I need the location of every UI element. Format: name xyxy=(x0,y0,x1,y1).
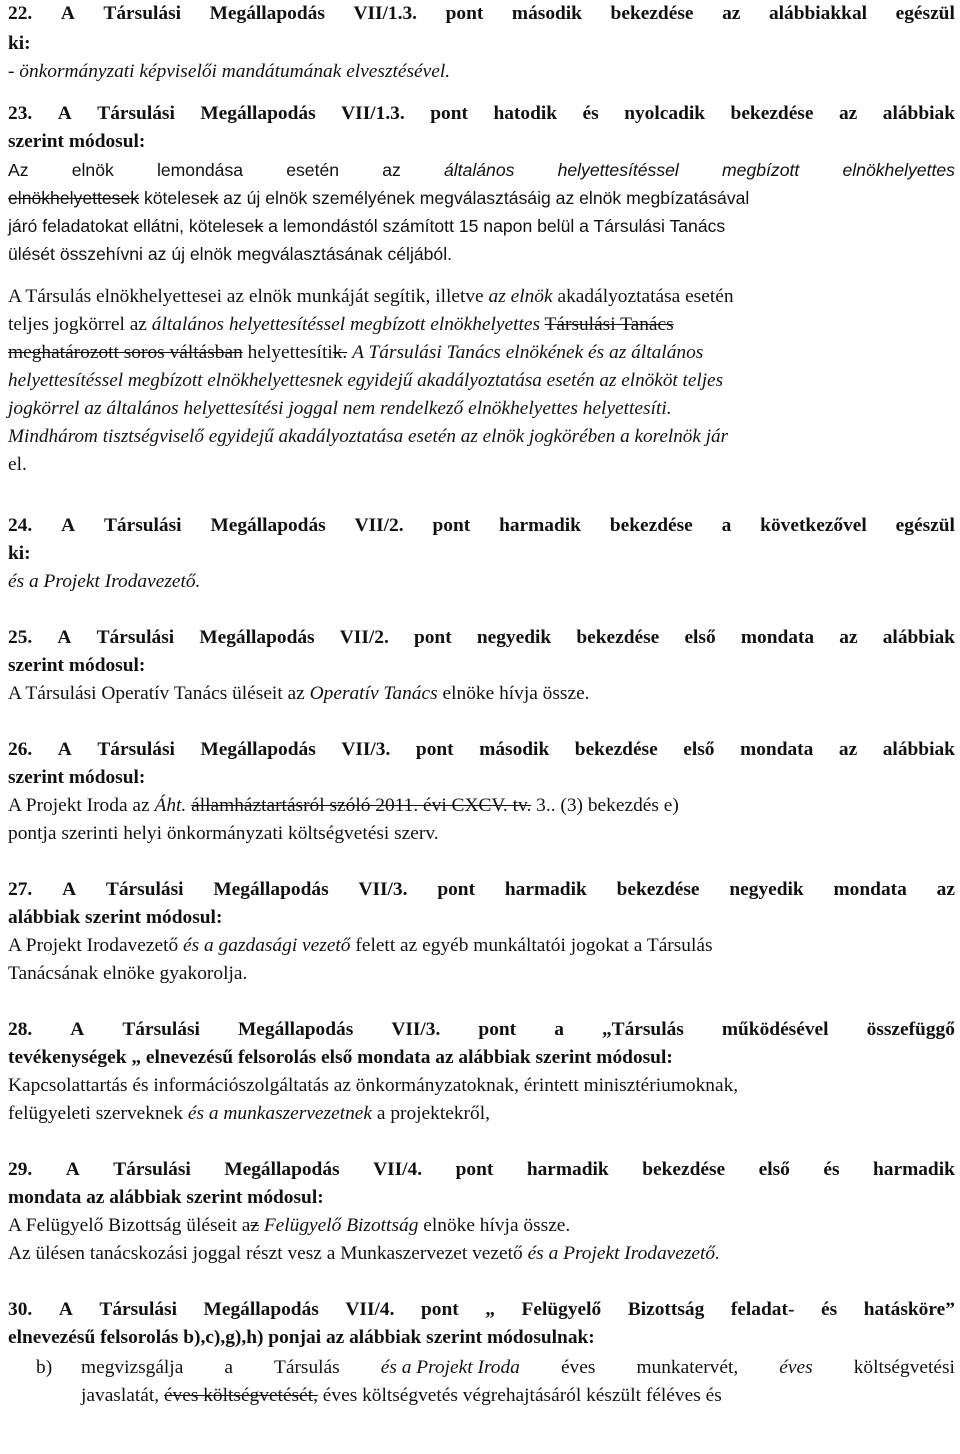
heading-word: mondata xyxy=(740,627,815,648)
heading-word: harmadik xyxy=(499,515,581,536)
heading-word: pont xyxy=(478,1019,517,1040)
heading-word: pont xyxy=(437,879,476,900)
heading-word: Társulási xyxy=(99,1299,177,1320)
heading-word: alábbiakkal xyxy=(768,3,868,24)
italic-text: A Társulási Tanács elnökének és az általános xyxy=(352,342,704,363)
italic-text: Operatív Tanács xyxy=(309,683,438,704)
heading-word: Társulási xyxy=(105,879,184,900)
heading-word: 25. xyxy=(8,627,33,648)
section-22-heading xyxy=(8,0,955,28)
heading-word: A xyxy=(70,1019,85,1040)
heading-word: Megállapodás xyxy=(209,3,325,24)
heading-word: egészül xyxy=(895,515,955,536)
text: akadályoztatása esetén xyxy=(557,286,734,307)
heading-word: és xyxy=(823,1159,840,1180)
heading-word: első xyxy=(683,739,715,760)
heading-word: a xyxy=(721,515,732,536)
italic-text: és a Projekt Irodavezető. xyxy=(527,1243,720,1264)
heading-word: VII/2. xyxy=(339,627,389,648)
word: és a Projekt Iroda xyxy=(380,1357,520,1378)
heading-word: pont xyxy=(420,1299,459,1320)
text: A Társulás elnökhelyettesei az elnök munkáját segítik, illetve xyxy=(8,286,484,307)
heading-word: az xyxy=(839,627,858,648)
text: a projektekről, xyxy=(376,1103,490,1124)
section-24-heading xyxy=(8,512,955,540)
italic-text: és a munkaszervezetnek xyxy=(187,1103,372,1124)
heading-word: működésével xyxy=(721,1019,829,1040)
heading-word: bekezdése xyxy=(576,627,660,648)
word: elnök xyxy=(71,160,114,180)
heading-word: feladat- xyxy=(730,1299,795,1320)
section-23-p2-line1 xyxy=(8,283,955,311)
section-25-text xyxy=(8,680,955,708)
struck-text: elnökhelyettesek xyxy=(8,188,140,208)
section-23-p1-line4: ülését összehívni az új elnök megválasztásának céljából. xyxy=(8,244,453,264)
word: az xyxy=(382,160,401,180)
heading-word: alábbiak xyxy=(882,627,955,648)
section-28-heading xyxy=(8,1016,955,1044)
word: éves xyxy=(779,1357,813,1378)
italic-text: általános helyettesítéssel megbízott elnökhelyettes xyxy=(151,314,541,335)
heading-word: Társulási xyxy=(103,3,182,24)
heading-word: A xyxy=(60,3,75,24)
section-26-text-line2: pontja szerinti helyi önkormányzati költségvetési szerv. xyxy=(8,823,439,844)
heading-word: pont xyxy=(455,1159,494,1180)
section-28-heading-cont: tevékenységek „ elnevezésű felsorolás első mondata az alábbiak szerint módosul: xyxy=(8,1047,673,1068)
italic-text: Felügyelő Bizottság xyxy=(263,1215,419,1236)
section-22-bullet: - önkormányzati képviselői mandátumának elvesztésével. xyxy=(8,61,451,82)
heading-word: A xyxy=(62,879,77,900)
text: a lemondástól számított 15 napon belül a Társulási Tanács xyxy=(268,216,726,236)
heading-word: A xyxy=(65,1159,80,1180)
heading-word: alábbiak xyxy=(882,103,955,124)
heading-word: 26. xyxy=(8,739,33,760)
section-29-text-line2 xyxy=(8,1240,955,1268)
section-26-heading xyxy=(8,736,955,764)
text: éves költségvetés végrehajtásáról készült féléves és xyxy=(322,1385,722,1406)
heading-word: Társulási xyxy=(97,739,175,760)
heading-word: A xyxy=(57,739,72,760)
heading-word: Megállapodás xyxy=(224,1159,340,1180)
section-23-p2-line7: el. xyxy=(8,454,27,475)
heading-word: Megállapodás xyxy=(203,1299,319,1320)
section-25-heading xyxy=(8,624,955,652)
heading-word: 27. xyxy=(8,879,33,900)
section-27-heading-cont: alábbiak szerint módosul: xyxy=(8,907,223,928)
heading-word: bekezdése xyxy=(642,1159,726,1180)
struck-text: Társulási Tanács xyxy=(544,314,674,335)
heading-word: Társulási xyxy=(103,515,182,536)
section-23-heading xyxy=(8,100,955,128)
section-30-heading-cont: elnevezésű felsorolás b),c),g),h) ponjai az alábbiak szerint módosulnak: xyxy=(8,1327,595,1348)
heading-word: nyolcadik xyxy=(624,103,706,124)
section-26-text-line1 xyxy=(8,792,955,820)
heading-word: Társulási xyxy=(97,103,175,124)
heading-word: második xyxy=(479,739,550,760)
section-23-p1-line3 xyxy=(8,212,955,240)
section-23-p1-line2 xyxy=(8,184,955,212)
heading-word: első xyxy=(684,627,716,648)
text: teljes jogkörrel az xyxy=(8,314,147,335)
heading-word: következővel xyxy=(760,515,867,536)
word: éves xyxy=(560,1357,596,1378)
text: helyettesíti xyxy=(247,342,333,363)
word: elnökhelyettes xyxy=(842,160,955,180)
heading-word: pont xyxy=(430,103,468,124)
text: felett az egyéb munkáltatói jogokat a Társulás xyxy=(355,935,713,956)
section-29-text-line1 xyxy=(8,1212,955,1240)
word: a xyxy=(224,1357,233,1378)
section-27-heading xyxy=(8,876,955,904)
heading-word: pont xyxy=(432,515,471,536)
heading-word: „Társulás xyxy=(601,1019,684,1040)
word: megbízott xyxy=(722,160,800,180)
word: költségvetési xyxy=(853,1357,955,1378)
section-24-text: és a Projekt Irodavezető. xyxy=(8,571,201,592)
text: 3. xyxy=(536,795,551,816)
struck-text: z xyxy=(250,1215,259,1236)
section-23-p1-line1 xyxy=(8,156,955,184)
section-28-text-line1: Kapcsolattartás és információszolgáltatás az önkormányzatoknak, érintett minisztériumoknak, xyxy=(8,1075,739,1096)
heading-word: Felügyelő xyxy=(521,1299,602,1320)
heading-word: és xyxy=(582,103,599,124)
section-29-heading-cont: mondata az alábbiak szerint módosul: xyxy=(8,1187,324,1208)
text: járó feladatokat ellátni, kötelese xyxy=(8,216,255,236)
section-22-heading-cont: ki: xyxy=(8,33,31,54)
heading-word: összefüggő xyxy=(866,1019,955,1040)
text: Az ülésen tanácskozási joggal részt vesz a Munkaszervezet vezető xyxy=(8,1243,523,1264)
heading-word: Társulási xyxy=(96,627,175,648)
italic-text: Áht. xyxy=(154,795,187,816)
list-item-label: b) xyxy=(36,1357,53,1378)
heading-word: Megállapodás xyxy=(199,627,315,648)
text: A Társulási Operatív Tanács üléseit az xyxy=(8,683,305,704)
heading-word: pont xyxy=(415,739,454,760)
heading-word: az xyxy=(838,103,858,124)
section-30-heading xyxy=(8,1296,955,1324)
heading-word: bekezdése xyxy=(730,103,814,124)
heading-word: harmadik xyxy=(526,1159,609,1180)
word: megvizsgálja xyxy=(81,1357,184,1378)
word: munkatervét, xyxy=(636,1357,739,1378)
heading-word: pont xyxy=(445,3,484,24)
text: elnöke hívja össze. xyxy=(423,1215,571,1236)
heading-word: harmadik xyxy=(872,1159,955,1180)
heading-word: VII/3. xyxy=(341,739,391,760)
heading-word: alábbiak xyxy=(882,739,955,760)
text: az új elnök személyének megválasztásáig az elnök megbízatásával xyxy=(223,188,750,208)
heading-word: első xyxy=(758,1159,790,1180)
heading-word: második xyxy=(511,3,582,24)
heading-word: mondata xyxy=(740,739,814,760)
heading-word: 28. xyxy=(8,1019,33,1040)
text: kötelese xyxy=(143,188,210,208)
word: lemondása xyxy=(156,160,244,180)
struck-text: meghatározott soros váltásban xyxy=(8,342,243,363)
word: általános xyxy=(443,160,515,180)
heading-word: Társulási xyxy=(113,1159,191,1180)
heading-word: az xyxy=(838,739,858,760)
section-24-heading-cont: ki: xyxy=(8,543,31,564)
heading-word: bekezdése xyxy=(616,879,700,900)
section-27-text-line2: Tanácsának elnöke gyakorolja. xyxy=(8,963,248,984)
section-29-heading xyxy=(8,1156,955,1184)
text: A Projekt Iroda az xyxy=(8,795,150,816)
heading-word: 23. xyxy=(8,103,33,124)
heading-word: 29. xyxy=(8,1159,33,1180)
italic-text: az elnök xyxy=(488,286,553,307)
heading-word: egészül xyxy=(895,3,955,24)
text: A Projekt Irodavezető xyxy=(8,935,179,956)
heading-word: bekezdése xyxy=(610,3,694,24)
heading-word: a xyxy=(554,1019,564,1040)
heading-word: Megállapodás xyxy=(200,103,316,124)
heading-word: VII/3. xyxy=(391,1019,441,1040)
heading-word: hatodik xyxy=(493,103,558,124)
italic-text: és a gazdasági vezető xyxy=(183,935,351,956)
heading-word: pont xyxy=(413,627,452,648)
heading-word: 30. xyxy=(8,1299,33,1320)
heading-word: harmadik xyxy=(504,879,587,900)
section-25-heading-cont: szerint módosul: xyxy=(8,655,146,676)
struck-text: k xyxy=(254,216,264,236)
section-27-text-line1 xyxy=(8,932,955,960)
heading-word: Megállapodás xyxy=(238,1019,354,1040)
heading-word: Bizottság xyxy=(627,1299,705,1320)
heading-word: „ xyxy=(485,1299,495,1320)
heading-word: Megállapodás xyxy=(200,739,316,760)
heading-word: VII/4. xyxy=(345,1299,395,1320)
struck-text: éves költségvetését, xyxy=(163,1385,318,1406)
heading-word: Megállapodás xyxy=(213,879,329,900)
section-30-item-b-line2 xyxy=(81,1382,955,1410)
word: Társulás xyxy=(274,1357,340,1378)
heading-word: VII/1.3. xyxy=(341,103,405,124)
heading-word: az xyxy=(722,3,741,24)
text: felügyeleti szerveknek xyxy=(8,1103,183,1124)
heading-word: Megállapodás xyxy=(210,515,326,536)
word: helyettesítéssel xyxy=(557,160,679,180)
heading-word: az xyxy=(936,879,955,900)
heading-word: VII/2. xyxy=(354,515,404,536)
section-28-text-line2 xyxy=(8,1100,955,1128)
struck-text: k xyxy=(209,188,219,208)
section-23-p2-line4: helyettesítéssel megbízott elnökhelyettesnek egyidejű akadályoztatása esetén az elnököt teljes xyxy=(8,370,724,391)
text: A Felügyelő Bizottság üléseit a xyxy=(8,1215,251,1236)
word: esetén xyxy=(286,160,340,180)
word: Az xyxy=(8,160,29,180)
heading-word: A xyxy=(61,515,76,536)
heading-word: 24. xyxy=(8,515,33,536)
text: elnöke hívja össze. xyxy=(442,683,590,704)
heading-word: A xyxy=(57,627,72,648)
section-30-item-b-line1 xyxy=(81,1354,955,1382)
heading-word: Társulási xyxy=(122,1019,200,1040)
section-23-p2-line5: jogkörrel az általános helyettesítési joggal nem rendelkező elnökhelyettes helyettesíti. xyxy=(8,398,672,419)
heading-word: 22. xyxy=(8,3,33,24)
heading-word: negyedik xyxy=(729,879,804,900)
heading-word: és xyxy=(820,1299,838,1320)
struck-text: államháztartásról szóló 2011. évi CXCV. tv. xyxy=(191,795,532,816)
text: . (3) bekezdés e) xyxy=(550,795,679,816)
section-23-p2-line2 xyxy=(8,311,955,339)
heading-word: hatásköre” xyxy=(863,1299,955,1320)
struck-text: k. xyxy=(332,342,348,363)
section-23-heading-cont: szerint módosul: xyxy=(8,131,146,152)
heading-word: A xyxy=(58,1299,73,1320)
heading-word: mondata xyxy=(833,879,907,900)
heading-word: negyedik xyxy=(476,627,552,648)
heading-word: VII/4. xyxy=(373,1159,423,1180)
heading-word: VII/1.3. xyxy=(353,3,418,24)
section-23-p2-line3 xyxy=(8,339,955,367)
heading-word: VII/3. xyxy=(358,879,408,900)
section-23-p2-line6: Mindhárom tisztségviselő egyidejű akadályoztatása esetén az elnök jogkörében a korelnök jár xyxy=(8,426,729,447)
text: javaslatát, xyxy=(81,1385,160,1406)
heading-word: A xyxy=(57,103,72,124)
section-26-heading-cont: szerint módosul: xyxy=(8,767,146,788)
heading-word: bekezdése xyxy=(574,739,658,760)
heading-word: bekezdése xyxy=(609,515,693,536)
